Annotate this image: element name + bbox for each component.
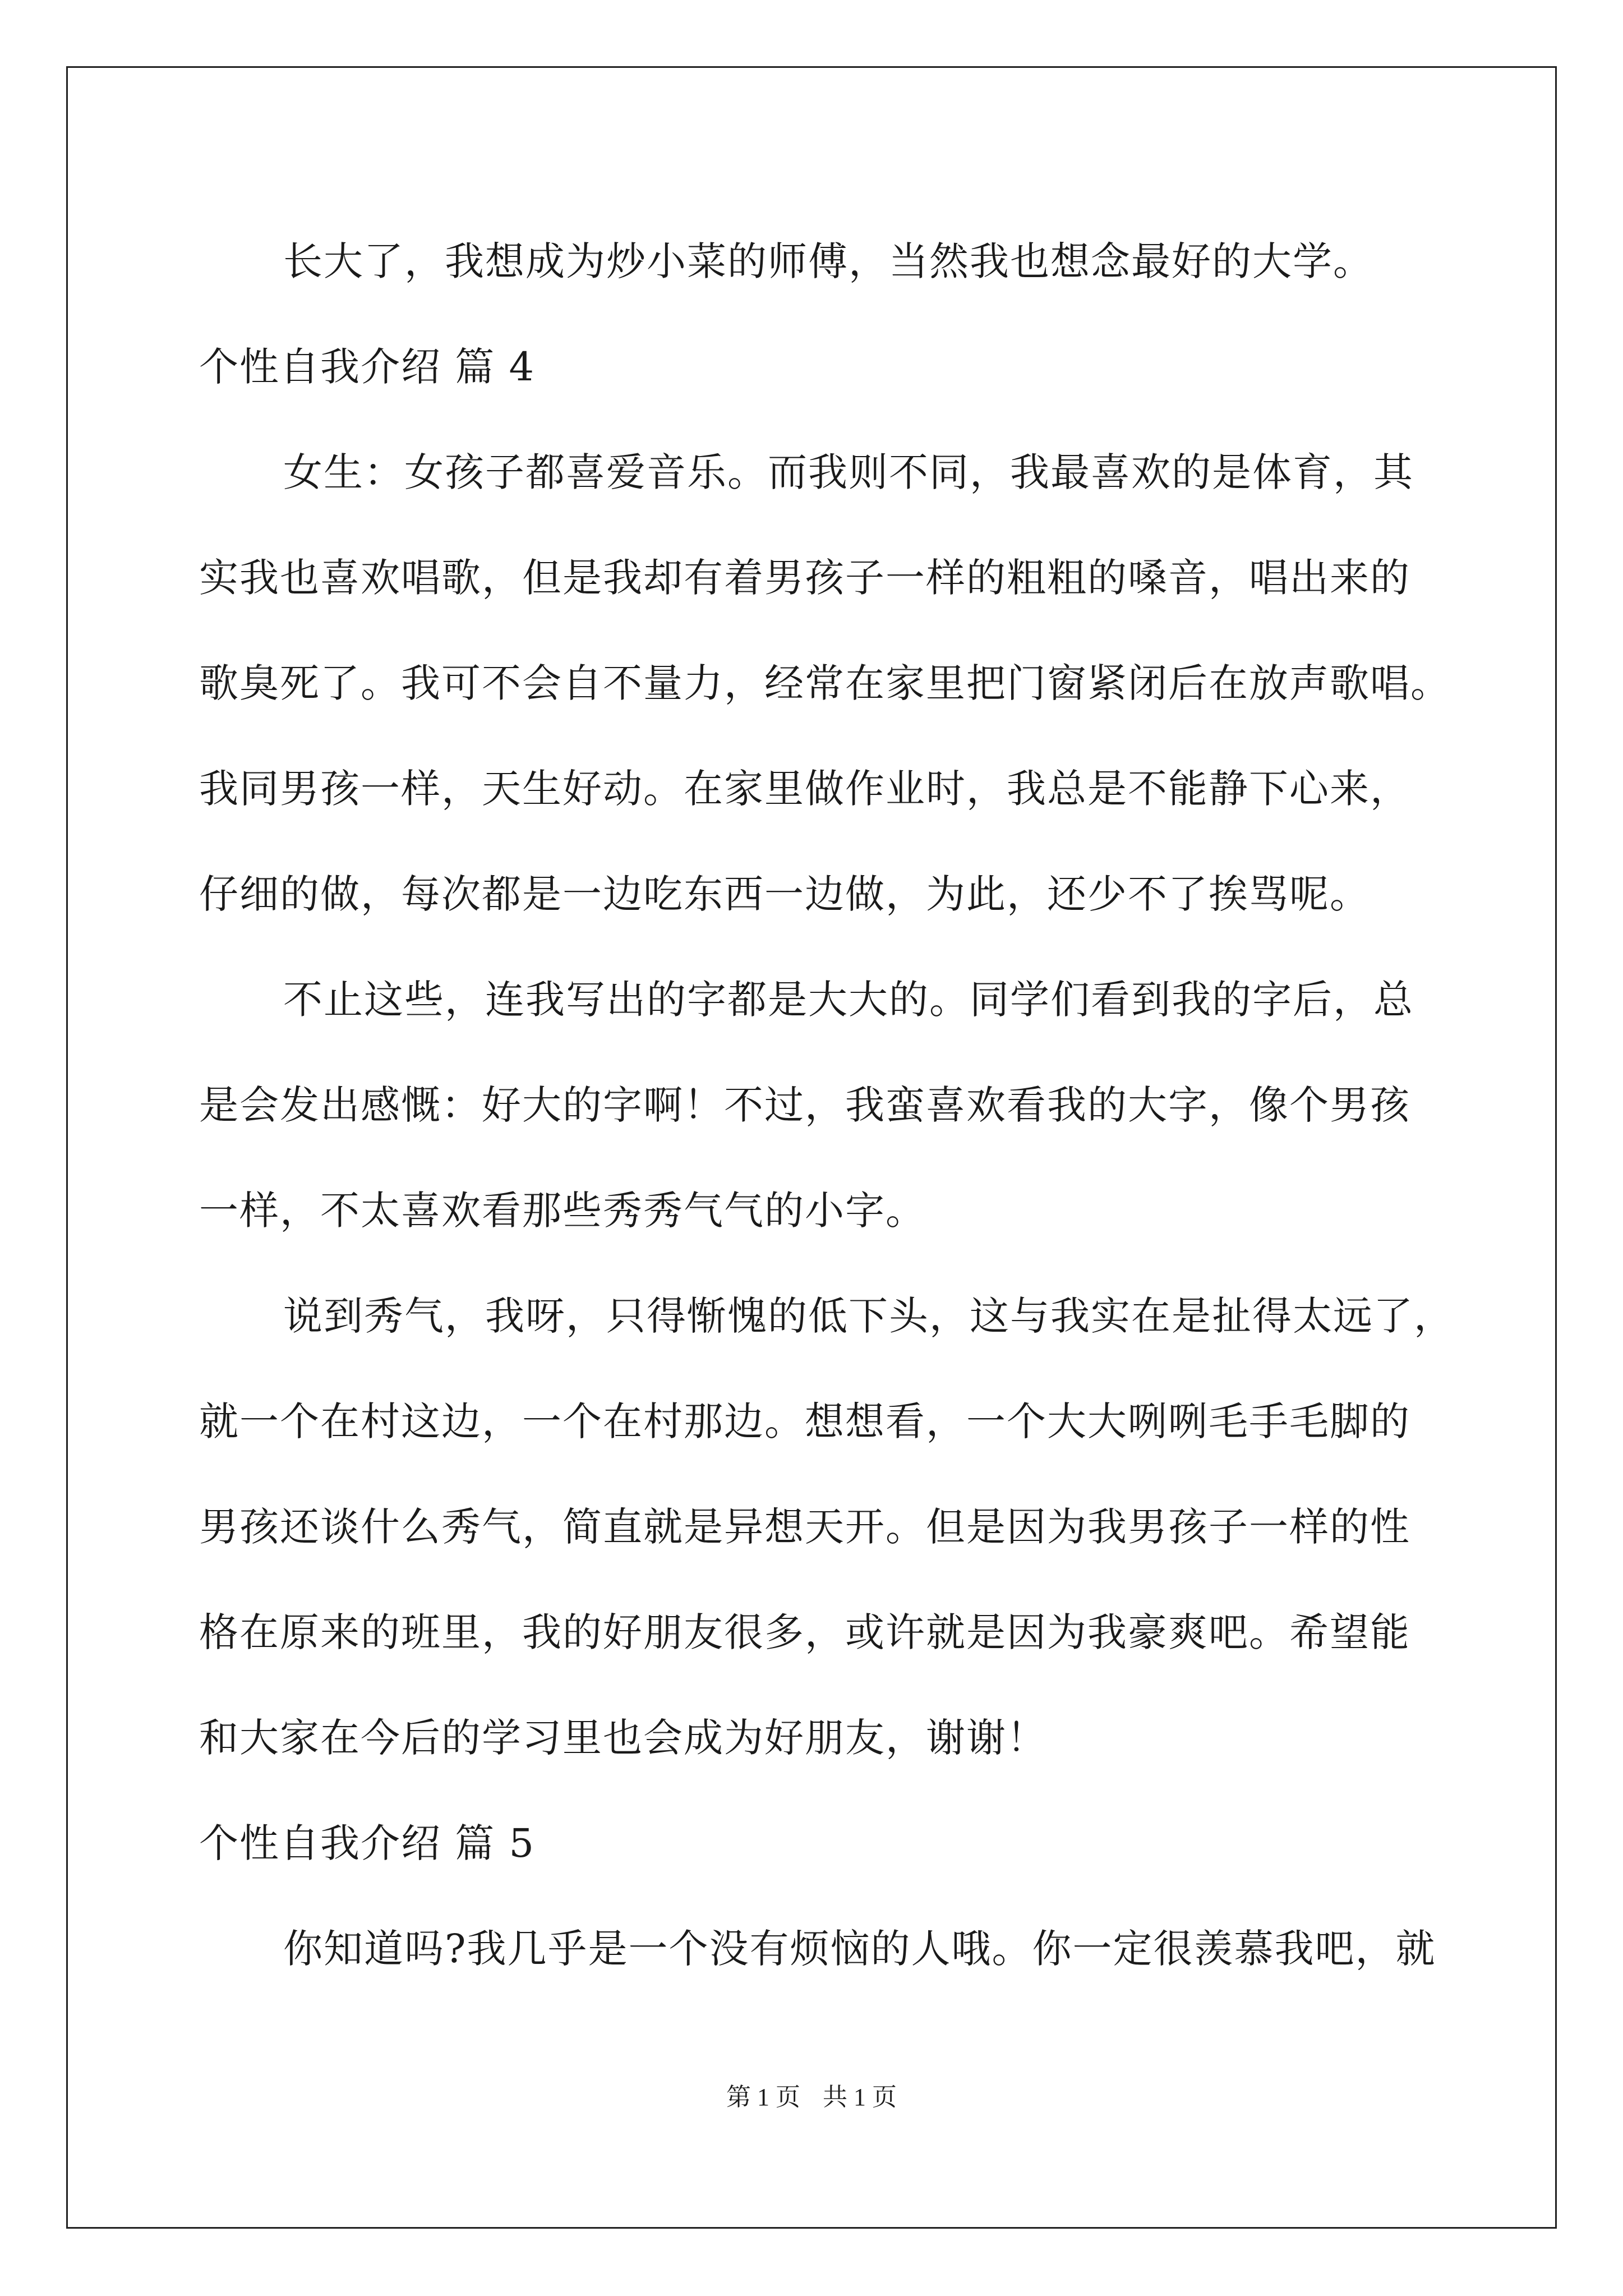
text-line: 女生：女孩子都喜爱音乐。而我则不同，我最喜欢的是体育，其	[283, 449, 1414, 495]
page-number-total: 共 1 页	[823, 2083, 897, 2111]
text-line: 你知道吗?我几乎是一个没有烦恼的人哦。你一定很羡慕我吧，就	[283, 1926, 1436, 1972]
document-body	[199, 209, 1489, 2001]
page-footer	[0, 2077, 1623, 2113]
section-heading: 个性自我介绍 篇 5	[199, 1820, 536, 1866]
section-heading: 个性自我介绍 篇 4	[199, 344, 536, 390]
text-line: 我同男孩一样，天生好动。在家里做作业时，我总是不能静下心来，	[199, 766, 1410, 812]
text-line: 实我也喜欢唱歌，但是我却有着男孩子一样的粗粗的嗓音，唱出来的	[199, 555, 1410, 601]
text-line: 是会发出感慨：好大的字啊！不过，我蛮喜欢看我的大字，像个男孩	[199, 1082, 1410, 1128]
page-number-current: 第 1 页	[726, 2083, 800, 2111]
text-line: 不止这些，连我写出的字都是大大的。同学们看到我的字后，总	[283, 977, 1414, 1023]
text-line: 长大了，我想成为炒小菜的师傅，当然我也想念最好的大学。	[283, 238, 1373, 284]
text-line: 格在原来的班里，我的好朋友很多，或许就是因为我豪爽吧。希望能	[199, 1609, 1410, 1655]
text-line: 和大家在今后的学习里也会成为好朋友，谢谢！	[199, 1715, 1047, 1761]
text-line: 就一个在村这边，一个在村那边。想想看，一个大大咧咧毛手毛脚的	[199, 1398, 1410, 1444]
text-line: 男孩还谈什么秀气，简直就是异想天开。但是因为我男孩子一样的性	[199, 1504, 1410, 1550]
text-line: 说到秀气，我呀，只得惭愧的低下头，这与我实在是扯得太远了，	[283, 1293, 1454, 1339]
text-line: 一样，不太喜欢看那些秀秀气气的小字。	[199, 1188, 926, 1234]
text-line: 仔细的做，每次都是一边吃东西一边做，为此，还少不了挨骂呢。	[199, 871, 1370, 917]
text-line: 歌臭死了。我可不会自不量力，经常在家里把门窗紧闭后在放声歌唱。	[199, 660, 1451, 706]
